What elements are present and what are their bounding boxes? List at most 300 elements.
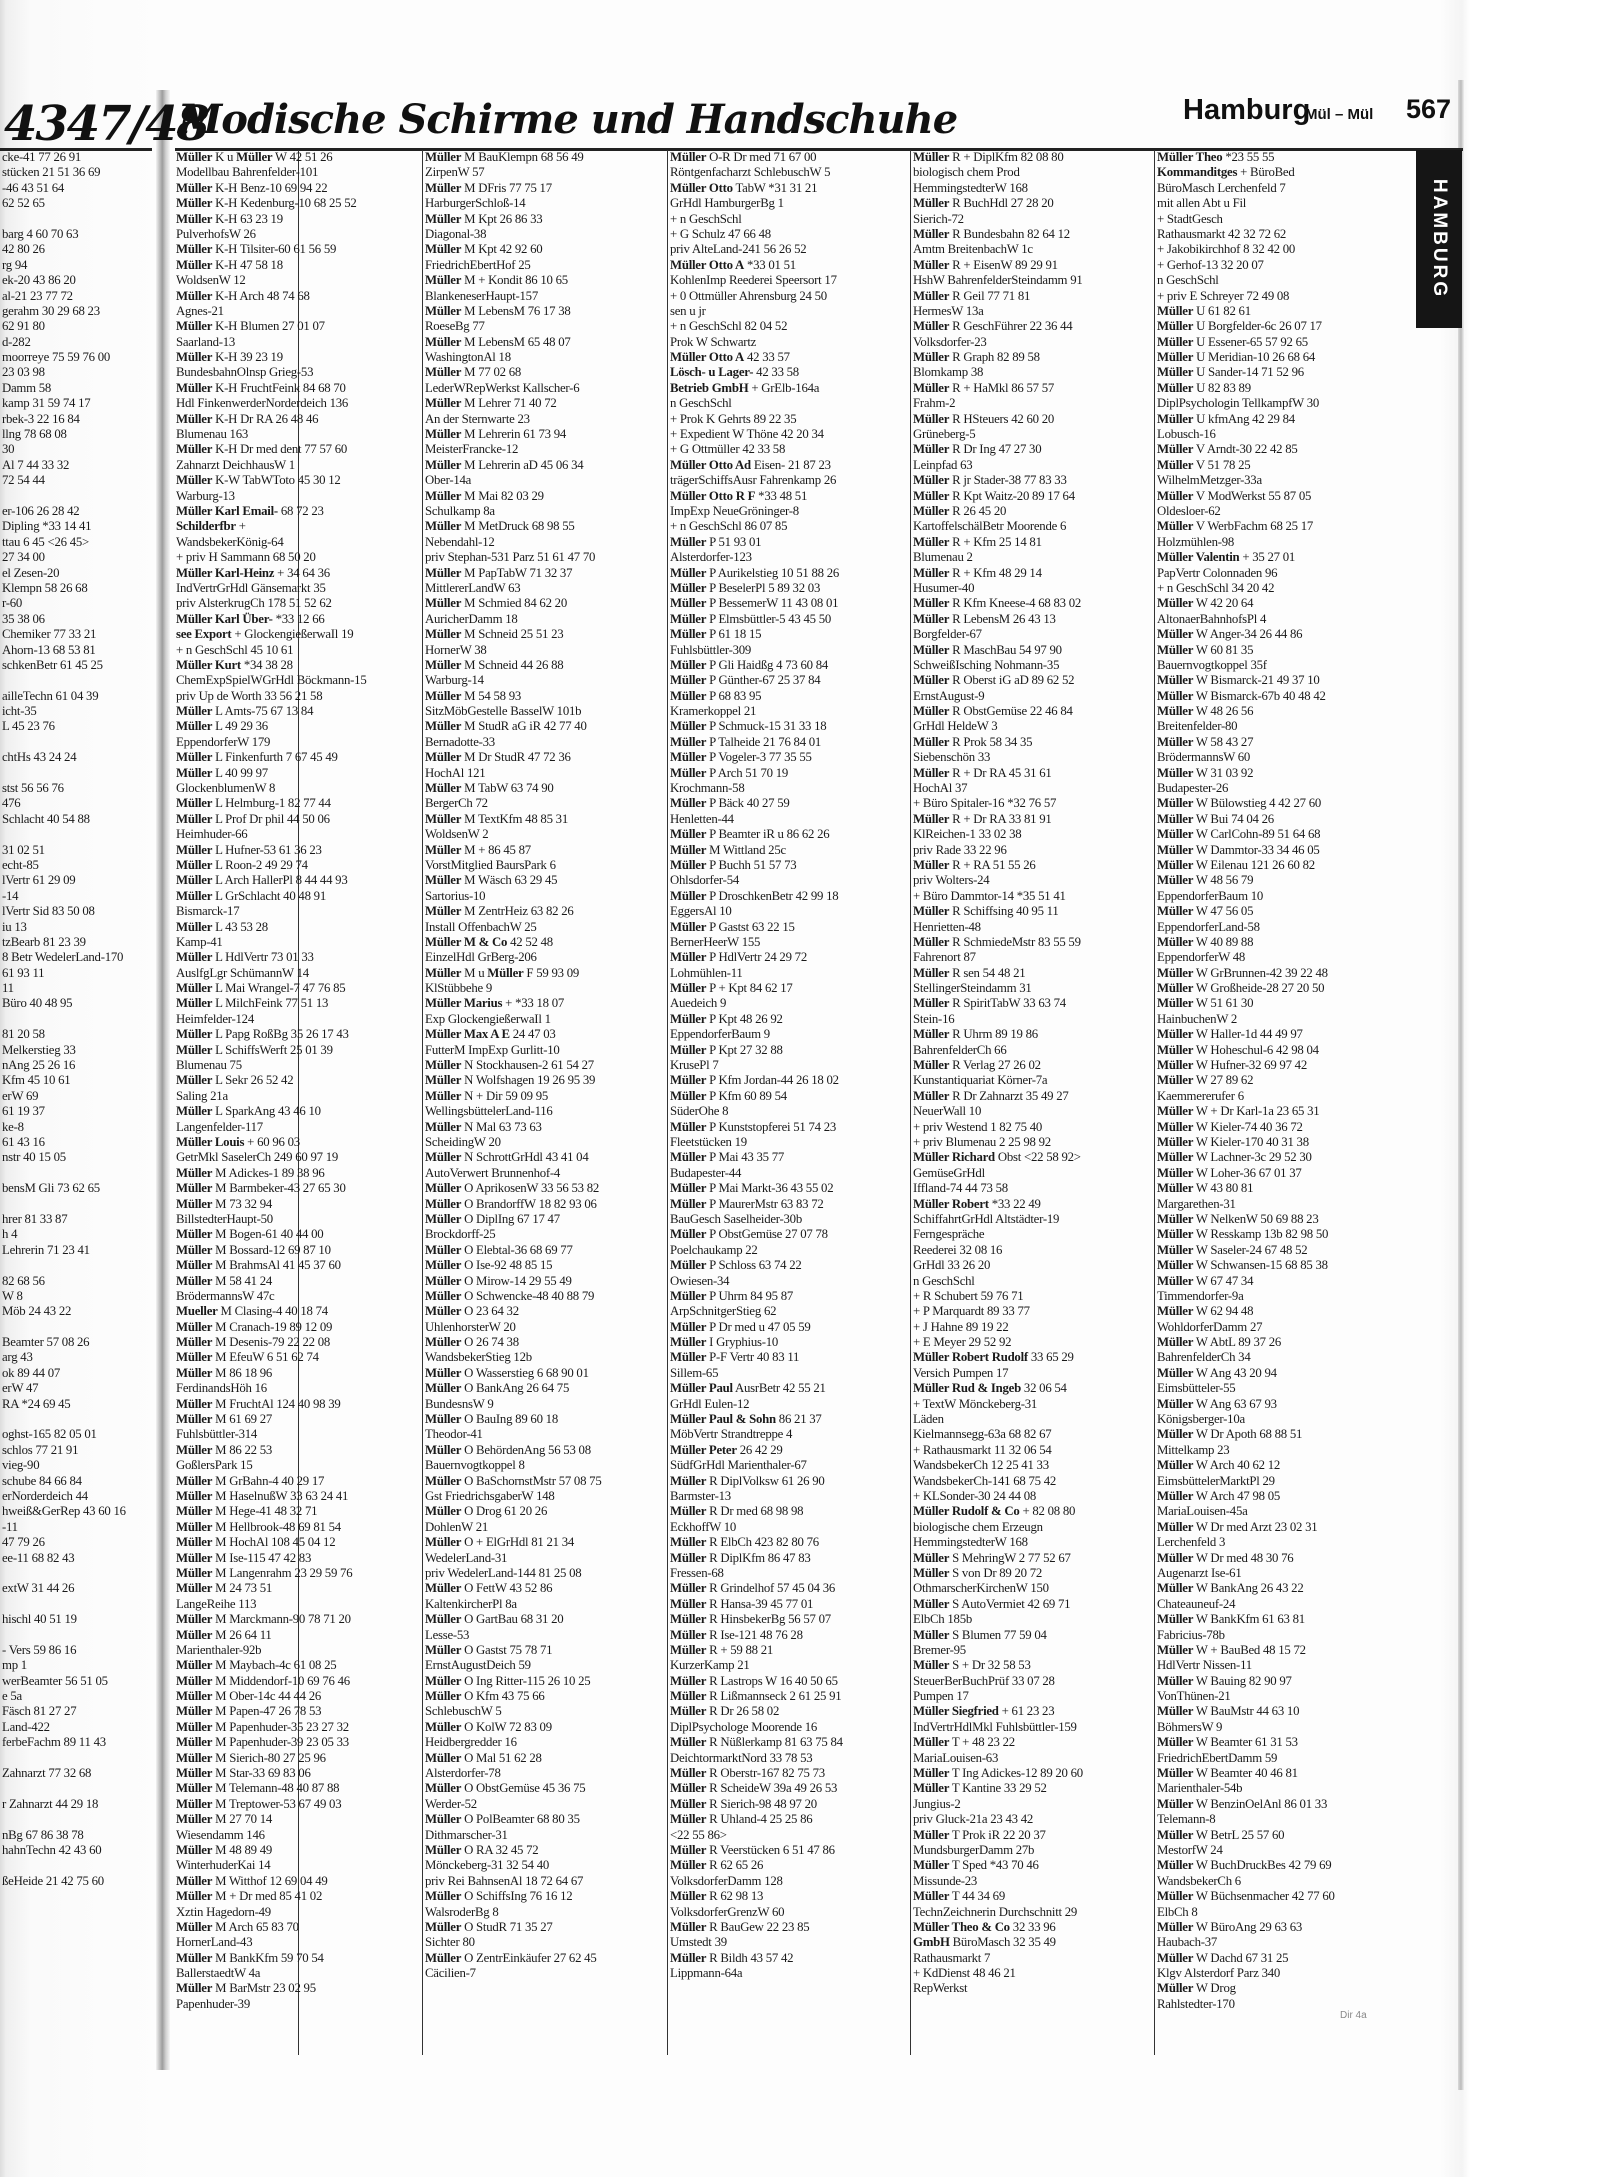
listing-line: Müller M Papenhuder-39 23 05 33 bbox=[176, 1735, 349, 1750]
listing-line: Müller M DFris 77 75 17 bbox=[425, 180, 552, 195]
listing-line: HdlVertr Nissen-11 bbox=[1157, 1658, 1252, 1673]
listing-line: EppendorferBaum 9 bbox=[670, 1027, 770, 1042]
listing-line: BernerHeerW 155 bbox=[670, 934, 761, 949]
listing-line: ImpExp NeueGröninger-8 bbox=[670, 503, 799, 518]
listing-line: Müller R Sierich-98 48 97 20 bbox=[670, 1796, 817, 1811]
listing-line: Müller W Kieler-170 40 31 38 bbox=[1157, 1135, 1309, 1149]
listing-line: + Büro Spitaler-16 *32 76 57 bbox=[913, 796, 1057, 811]
listing-line: Müller W 60 81 35 bbox=[1157, 642, 1254, 657]
listing-line: Müller U kfmAng 42 29 84 bbox=[1157, 411, 1295, 426]
header-city: Hamburg bbox=[1183, 94, 1311, 126]
listing-line: 476 bbox=[2, 796, 21, 811]
listing-line: Müller M Marckmann-90 78 71 20 bbox=[176, 1612, 351, 1627]
listing-line: Beamter 57 08 26 bbox=[2, 1335, 90, 1350]
listing-line: HochAl 121 bbox=[425, 765, 486, 780]
listing-line: OthmarscherKirchenW 150 bbox=[913, 1581, 1049, 1596]
listing-line: Müller P ObstGemüse 27 07 78 bbox=[670, 1227, 828, 1242]
listing-line: barg 4 60 70 63 bbox=[2, 226, 79, 241]
column-rule bbox=[910, 150, 911, 2055]
listing-line: Müller L Prof Dr phil 44 50 06 bbox=[176, 811, 330, 826]
listing-line: Müller T Sped *43 70 46 bbox=[913, 1858, 1039, 1873]
listing-line: 42 80 26 bbox=[2, 242, 45, 257]
listing-line: Müller M Mai 82 03 29 bbox=[425, 488, 544, 503]
listing-line: Sierich-72 bbox=[913, 211, 964, 226]
listing-line: Müller T + 48 23 22 bbox=[913, 1735, 1015, 1750]
listing-line: Müller M 77 02 68 bbox=[425, 365, 521, 380]
listing-line: Müller L MilchFeink 77 51 13 bbox=[176, 996, 329, 1011]
listing-line: AuslfgLgr SchümannW 14 bbox=[176, 965, 309, 980]
listing-line: Möb 24 43 22 bbox=[2, 1304, 72, 1319]
listing-line: Schlacht 40 54 88 bbox=[2, 811, 90, 826]
listing-line: KrusePl 7 bbox=[670, 1058, 719, 1073]
listing-line: Müller K-W TabWToto 45 30 12 bbox=[176, 473, 341, 488]
listing-line: Müller M Bogen-61 40 44 00 bbox=[176, 1227, 324, 1242]
listing-line: Müller W Bülowstieg 4 42 27 60 bbox=[1157, 796, 1322, 811]
page-edge bbox=[1458, 80, 1464, 2090]
listing-line: Müller W Dr Apoth 68 88 51 bbox=[1157, 1427, 1303, 1442]
listing-line: Müller P Kpt 27 32 88 bbox=[670, 1042, 783, 1057]
listing-line: biologisch chem Prod bbox=[913, 165, 1020, 180]
listing-line: Müller T Ing Adickes-12 89 20 60 bbox=[913, 1766, 1083, 1781]
listing-line: Müller W Dr med 48 30 76 bbox=[1157, 1550, 1294, 1565]
listing-line: NeuerWall 10 bbox=[913, 1104, 982, 1119]
listing-line: MöbVertr Strandtreppe 4 bbox=[670, 1427, 793, 1442]
listing-line: ErnstAugustDeich 59 bbox=[425, 1658, 531, 1673]
listing-line: Müller P Vogeler-3 77 35 55 bbox=[670, 750, 812, 765]
listing-line: GmbH BüroMasch 32 35 49 bbox=[913, 1935, 1056, 1950]
listing-line: Rathausmarkt 42 32 72 62 bbox=[1157, 226, 1287, 241]
listing-line: WashingtonAl 18 bbox=[425, 350, 511, 365]
listing-line: Müller Otto A *33 01 51 bbox=[670, 257, 796, 272]
listing-line: Müller O Drog 61 20 26 bbox=[425, 1504, 548, 1519]
listing-line: Müller M BrahmsAl 41 45 37 60 bbox=[176, 1258, 341, 1273]
listing-line: Müller M HaselnußW 33 63 24 41 bbox=[176, 1488, 349, 1503]
listing-line: Müller W 48 56 79 bbox=[1157, 873, 1254, 888]
listing-line: Müller Kurt *34 38 28 bbox=[176, 657, 293, 672]
listing-line: WandsbekerCh 6 bbox=[1157, 1873, 1241, 1888]
listing-line: Müller Louis + 60 96 03 bbox=[176, 1135, 300, 1149]
listing-line: Haubach-37 bbox=[1157, 1935, 1218, 1950]
listing-line: -46 43 51 64 bbox=[2, 180, 65, 195]
listing-line: Müller Robert Rudolf 33 65 29 bbox=[913, 1350, 1074, 1365]
listing-line: Müller R HSteuers 42 60 20 bbox=[913, 411, 1055, 426]
listing-line: Müller M u Müller F 59 93 09 bbox=[425, 965, 580, 980]
listing-line: n GeschSchl bbox=[913, 1273, 975, 1288]
listing-line: Müller S AutoVermiet 42 69 71 bbox=[913, 1596, 1071, 1611]
listing-line: Müller P Mai 43 35 77 bbox=[670, 1150, 785, 1165]
listing-line: Müller M 61 69 27 bbox=[176, 1412, 272, 1427]
listing-line: Müller T 44 34 69 bbox=[913, 1889, 1005, 1904]
listing-line: Lösch- u Lager- 42 33 58 bbox=[670, 365, 799, 380]
listing-line: Mönckeberg-31 32 54 40 bbox=[425, 1858, 549, 1873]
listing-line: Kamp-41 bbox=[176, 934, 223, 949]
listing-line: Sillem-65 bbox=[670, 1365, 719, 1380]
listing-line: GemüseGrHdl bbox=[913, 1165, 985, 1180]
listing-line: Müller M HochAl 108 45 04 12 bbox=[176, 1535, 336, 1550]
listing-line: Betrieb GmbH + GrElb-164a bbox=[670, 380, 820, 395]
listing-line: Müller W Dachd 67 31 25 bbox=[1157, 1950, 1289, 1965]
listing-line: Müller O BankAng 26 64 75 bbox=[425, 1381, 570, 1396]
listing-line: priv Up de Worth 33 56 21 58 bbox=[176, 688, 323, 703]
listing-line: Müller M Wäsch 63 29 45 bbox=[425, 873, 558, 888]
listing-line: Bismarck-17 bbox=[176, 904, 240, 919]
listing-line: IndVertrGrHdl Gänsemarkt 35 bbox=[176, 580, 326, 595]
listing-line: AutoVerwert Brunnenhof-4 bbox=[425, 1165, 561, 1180]
listing-line: Margarethen-31 bbox=[1157, 1196, 1236, 1211]
listing-line: StellingerSteindamm 31 bbox=[913, 981, 1032, 996]
listing-line: Müller L Hufner-53 61 36 23 bbox=[176, 842, 322, 857]
listing-line: Müller P Kpt 48 26 92 bbox=[670, 1011, 783, 1026]
listing-line: Müller M Middendorf-10 69 76 46 bbox=[176, 1673, 350, 1688]
listing-line: Müller U Meridian-10 26 68 64 bbox=[1157, 350, 1316, 365]
listing-line: Läden bbox=[913, 1412, 944, 1427]
listing-line: Müller U 61 82 61 bbox=[1157, 303, 1251, 318]
listing-line: Müller O Kfm 43 75 66 bbox=[425, 1689, 545, 1704]
listing-line: EppendorferLand-58 bbox=[1157, 919, 1260, 934]
listing-line: WandsbekerStieg 12b bbox=[425, 1350, 532, 1365]
listing-line: Müller R + 59 88 21 bbox=[670, 1642, 774, 1657]
page-number: 567 bbox=[1406, 94, 1452, 124]
listing-line: BundesnsW 9 bbox=[425, 1396, 494, 1411]
listing-line bbox=[2, 1812, 150, 1827]
listing-line: Müller W Lachner-3c 29 52 30 bbox=[1157, 1150, 1312, 1165]
directory-column-5 bbox=[1157, 150, 1397, 2055]
listing-line: bensM Gli 73 62 65 bbox=[2, 1181, 100, 1196]
listing-line: WinterhuderKai 14 bbox=[176, 1858, 271, 1873]
listing-line: Müller P Dr med u 47 05 59 bbox=[670, 1319, 811, 1334]
listing-line: al-21 23 77 72 bbox=[2, 288, 73, 303]
listing-line: biologische chem Erzeugn bbox=[913, 1519, 1043, 1534]
listing-line: ke-8 bbox=[2, 1119, 24, 1134]
listing-line: Müller R + Kfm 48 29 14 bbox=[913, 565, 1042, 580]
listing-line: 61 43 16 bbox=[2, 1135, 45, 1149]
listing-line: Müller P Mai Markt-36 43 55 02 bbox=[670, 1181, 834, 1196]
listing-line: Müller Robert *33 22 49 bbox=[913, 1196, 1041, 1211]
listing-line: Budapester-26 bbox=[1157, 781, 1229, 796]
listing-line: 62 52 65 bbox=[2, 196, 45, 211]
listing-line: Müller R Uhrm 89 19 86 bbox=[913, 1027, 1038, 1042]
listing-line: Müller Theo *23 55 55 bbox=[1157, 150, 1275, 164]
listing-line: Müller W 48 26 56 bbox=[1157, 704, 1254, 719]
listing-line: priv AlsterkrugCh 178 51 52 62 bbox=[176, 596, 332, 611]
listing-line: Müller M BauKlempn 68 56 49 bbox=[425, 150, 584, 164]
listing-line: + priv E Schreyer 72 49 08 bbox=[1157, 288, 1290, 303]
listing-line: Marienthaler-92b bbox=[176, 1642, 262, 1657]
listing-line: Müller M 48 89 49 bbox=[176, 1842, 272, 1857]
listing-line: HarburgerSchloß-14 bbox=[425, 196, 526, 211]
listing-line: BergerCh 72 bbox=[425, 796, 488, 811]
listing-line: Müller W BankKfm 61 63 81 bbox=[1157, 1612, 1305, 1627]
listing-line: Müller K-H Dr RA 26 48 46 bbox=[176, 411, 319, 426]
listing-line bbox=[2, 766, 150, 781]
listing-line: ßeHeide 21 42 75 60 bbox=[2, 1873, 104, 1888]
listing-line: Müller P Günther-67 25 37 84 bbox=[670, 673, 821, 688]
listing-line: Müller W Arch 47 98 05 bbox=[1157, 1488, 1281, 1503]
listing-line: BrödermannsW 60 bbox=[1157, 750, 1251, 765]
listing-line: Müller Marius + *33 18 07 bbox=[425, 996, 565, 1011]
listing-line: 30 bbox=[2, 442, 15, 457]
listing-line: Zahnarzt DeichhausW 1 bbox=[176, 457, 295, 472]
listing-line: Missunde-23 bbox=[913, 1873, 978, 1888]
listing-line: Lohmühlen-11 bbox=[670, 965, 743, 980]
listing-line: MariaLouisen-45a bbox=[1157, 1504, 1248, 1519]
listing-line: Müller W Saseler-24 67 48 52 bbox=[1157, 1242, 1308, 1257]
listing-line: Müller Otto A 42 33 57 bbox=[670, 350, 790, 365]
listing-line: Müller W Arch 40 62 12 bbox=[1157, 1458, 1281, 1473]
listing-line: BahrenfelderCh 66 bbox=[913, 1042, 1007, 1057]
listing-line: Müller M 73 32 94 bbox=[176, 1196, 272, 1211]
listing-line: Müller R Uhland-4 25 25 86 bbox=[670, 1812, 813, 1827]
listing-line: EimsbüttelerMarktPl 29 bbox=[1157, 1473, 1275, 1488]
listing-line: Müller P Gli Haidßg 4 73 60 84 bbox=[670, 657, 829, 672]
listing-line: Müller M LebensM 76 17 38 bbox=[425, 303, 571, 318]
listing-line: lVertr Sid 83 50 08 bbox=[2, 904, 95, 919]
listing-line: Müller O Wasserstieg 6 68 90 01 bbox=[425, 1365, 589, 1380]
listing-line: hweiß&GerRep 43 60 16 bbox=[2, 1504, 126, 1519]
column-rule bbox=[667, 150, 668, 2055]
listing-line: KlStübbehe 9 bbox=[425, 981, 493, 996]
listing-line: Müller W BuchDruckBes 42 79 69 bbox=[1157, 1858, 1332, 1873]
listing-line: Müller Max A E 24 47 03 bbox=[425, 1027, 556, 1042]
listing-line: Müller R + Kfm 25 14 81 bbox=[913, 534, 1042, 549]
listing-line: trägerSchiffsAusr Fahrenkamp 26 bbox=[670, 473, 837, 488]
listing-line: Oldesloer-62 bbox=[1157, 503, 1221, 518]
listing-line: erNorderdeich 44 bbox=[2, 1488, 88, 1503]
listing-line: Müller O DiplIng 67 17 47 bbox=[425, 1211, 560, 1226]
listing-line: Müller R + Dr RA 33 81 91 bbox=[913, 811, 1052, 826]
listing-line bbox=[2, 1320, 150, 1335]
listing-line: Müller M Kpt 42 92 60 bbox=[425, 242, 543, 257]
listing-line: Ferngespräche bbox=[913, 1227, 985, 1242]
listing-line: BundesbahnOlnsp Grieg-53 bbox=[176, 365, 314, 380]
listing-line: Müller P Beamter iR u 86 62 26 bbox=[670, 827, 830, 842]
listing-line: Müller M TextKfm 48 85 31 bbox=[425, 811, 568, 826]
listing-line: Theodor-41 bbox=[425, 1427, 483, 1442]
listing-line: Müller O BehördenAng 56 53 08 bbox=[425, 1442, 591, 1457]
listing-line: Müller O KolW 72 83 09 bbox=[425, 1719, 552, 1734]
listing-line: IndVertrHdlMkl Fuhlsbüttler-159 bbox=[913, 1719, 1077, 1734]
listing-line: WandsbekerKönig-64 bbox=[176, 534, 284, 549]
listing-line: + priv Westend 1 82 75 40 bbox=[913, 1119, 1043, 1134]
listing-line: Müller L GrSchlacht 40 48 91 bbox=[176, 888, 326, 903]
listing-line: Werder-52 bbox=[425, 1796, 477, 1811]
listing-line: Müller P Schmuck-15 31 33 18 bbox=[670, 719, 827, 734]
listing-line: VorstMitglied BaursPark 6 bbox=[425, 857, 556, 872]
listing-line: + E Meyer 29 52 92 bbox=[913, 1335, 1012, 1350]
listing-line: AltonaerBahnhofsPl 4 bbox=[1157, 611, 1267, 626]
listing-line: Chateauneuf-24 bbox=[1157, 1596, 1236, 1611]
listing-line: Müller M EfeuW 6 51 62 74 bbox=[176, 1350, 319, 1365]
listing-line: Müller W Eilenau 121 26 60 82 bbox=[1157, 857, 1315, 872]
listing-line: Müller W + Dr Karl-1a 23 65 31 bbox=[1157, 1104, 1320, 1119]
listing-line: h 4 bbox=[2, 1227, 18, 1242]
listing-line: RA *24 69 45 bbox=[2, 1396, 71, 1411]
listing-line: Müller W Loher-36 67 01 37 bbox=[1157, 1165, 1302, 1180]
listing-line: Müller M 24 73 51 bbox=[176, 1581, 272, 1596]
listing-line: Kommanditges + BüroBed bbox=[1157, 165, 1295, 180]
listing-line: FerdinandsHöh 16 bbox=[176, 1381, 267, 1396]
listing-line: Müller O ObstGemüse 45 36 75 bbox=[425, 1781, 586, 1796]
listing-line: Müller W Dammtor-33 34 46 05 bbox=[1157, 842, 1320, 857]
listing-line: KlReichen-1 33 02 38 bbox=[913, 827, 1022, 842]
listing-line: Müller P-F Vertr 40 83 11 bbox=[670, 1350, 800, 1365]
listing-line: Müller R Grindelhof 57 45 04 36 bbox=[670, 1581, 835, 1596]
listing-line: Müller M GrBahn-4 40 29 17 bbox=[176, 1473, 325, 1488]
listing-line: GrHdl Eulen-12 bbox=[670, 1396, 750, 1411]
listing-line: Prok W Schwartz bbox=[670, 334, 757, 349]
listing-line: Damm 58 bbox=[2, 380, 52, 395]
listing-line: Müller L 49 29 36 bbox=[176, 719, 268, 734]
listing-line bbox=[2, 1166, 150, 1181]
listing-line: Auedeich 9 bbox=[670, 996, 727, 1011]
listing-line: Müller T Kantine 33 29 52 bbox=[913, 1781, 1047, 1796]
listing-line: Müller W Bismarck-67b 40 48 42 bbox=[1157, 688, 1326, 703]
listing-line: Müller N + Dir 59 09 95 bbox=[425, 1088, 549, 1103]
listing-line: Müller W BauMstr 44 63 10 bbox=[1157, 1704, 1300, 1719]
listing-line: Kunstantiquariat Körner-7a bbox=[913, 1073, 1048, 1088]
listing-line: Müller O Mal 51 62 28 bbox=[425, 1750, 542, 1765]
listing-line: echt-85 bbox=[2, 857, 39, 872]
listing-line: KohlenImp Reederei Speersort 17 bbox=[670, 273, 837, 288]
listing-line: Siebenschön 33 bbox=[913, 750, 991, 765]
listing-line: Install OffenbachW 25 bbox=[425, 919, 537, 934]
listing-line: Müller W 43 80 81 bbox=[1157, 1181, 1254, 1196]
listing-line: Müller S + Dr 32 58 53 bbox=[913, 1658, 1031, 1673]
city-thumb-tab bbox=[1416, 150, 1462, 328]
listing-line: Müller K-H Kedenburg-10 68 25 52 bbox=[176, 196, 357, 211]
listing-line: Müller P + Kpt 84 62 17 bbox=[670, 981, 793, 996]
listing-line: Langenfelder-117 bbox=[176, 1119, 263, 1134]
listing-line: + P Marquardt 89 33 77 bbox=[913, 1304, 1030, 1319]
listing-line: Müller O Gastst 75 78 71 bbox=[425, 1642, 553, 1657]
listing-line: BauGesch Saselheider-30b bbox=[670, 1211, 802, 1226]
listing-line: Müller W Anger-34 26 44 86 bbox=[1157, 627, 1303, 642]
listing-line: Müller R ElbCh 423 82 80 76 bbox=[670, 1535, 819, 1550]
listing-line: priv Stephan-531 Parz 51 61 47 70 bbox=[425, 550, 596, 565]
listing-line: TechnZeichnerin Durchschnitt 29 bbox=[913, 1904, 1078, 1919]
listing-line: Heimhuder-66 bbox=[176, 827, 248, 842]
listing-line: BrödermannsW 47c bbox=[176, 1288, 275, 1303]
listing-line: Röntgenfacharzt SchlebuschW 5 bbox=[670, 165, 831, 180]
listing-line: Müller Otto Ad Eisen- 21 87 23 bbox=[670, 457, 831, 472]
listing-line: Müller R + HaMkl 86 57 57 bbox=[913, 380, 1055, 395]
listing-line: WalsroderBg 8 bbox=[425, 1904, 499, 1919]
listing-line: Müller K u Müller W 42 51 26 bbox=[176, 150, 333, 164]
listing-line: Augenarzt Ise-61 bbox=[1157, 1565, 1242, 1580]
listing-line: Müller M 26 64 11 bbox=[176, 1627, 272, 1642]
listing-line: el Zesen-20 bbox=[2, 565, 60, 580]
listing-line: Exp GlockengießerwaIl 1 bbox=[425, 1011, 551, 1026]
listing-line: Müller W Bauing 82 90 97 bbox=[1157, 1673, 1292, 1688]
listing-line: ArpSchnitgerStieg 62 bbox=[670, 1304, 777, 1319]
listing-line: LangeReihe 113 bbox=[176, 1596, 257, 1611]
listing-line: Müller L Finkenfurth 7 67 45 49 bbox=[176, 750, 338, 765]
listing-line: Müller W Drog bbox=[1157, 1981, 1236, 1996]
listing-line: Müller Otto R F *33 48 51 bbox=[670, 488, 808, 503]
listing-line: Müller W 51 61 30 bbox=[1157, 996, 1254, 1011]
listing-line: Müller L Sekr 26 52 42 bbox=[176, 1073, 294, 1088]
listing-line: Müller P Kfm Jordan-44 26 18 02 bbox=[670, 1073, 839, 1088]
listing-line: Müller R 62 98 13 bbox=[670, 1889, 764, 1904]
listing-line: HemmingstedterW 168 bbox=[913, 1535, 1028, 1550]
listing-line: Rahlstedter-170 bbox=[1157, 1996, 1235, 2011]
listing-line: Fleetstücken 19 bbox=[670, 1135, 747, 1149]
listing-line: Henrietten-48 bbox=[913, 919, 981, 934]
listing-line: Müller M Ober-14c 44 44 26 bbox=[176, 1689, 322, 1704]
listing-line bbox=[2, 1412, 150, 1427]
listing-line: Müller W 58 43 27 bbox=[1157, 734, 1254, 749]
listing-line: Müller O BauIng 89 60 18 bbox=[425, 1412, 558, 1427]
listing-line: Müller Valentin + 35 27 01 bbox=[1157, 550, 1296, 565]
listing-line: + KdDienst 48 46 21 bbox=[913, 1966, 1016, 1981]
listing-line: + Prok K Gehrts 89 22 35 bbox=[670, 411, 797, 426]
listing-line: BallerstaedtW 4a bbox=[176, 1966, 261, 1981]
listing-line: Papenhuder-39 bbox=[176, 1996, 250, 2011]
listing-line: Umstedt 39 bbox=[670, 1935, 727, 1950]
listing-line: Borgfelder-67 bbox=[913, 627, 982, 642]
listing-line: see Export + GlockengießerwaIl 19 bbox=[176, 627, 354, 642]
listing-line: Dithmarscher-31 bbox=[425, 1827, 508, 1842]
listing-line: Müller U Borgfelder-6c 26 07 17 bbox=[1157, 319, 1322, 334]
listing-line: VolksdorferDamm 128 bbox=[670, 1873, 783, 1888]
listing-line: Zahnarzt 77 32 68 bbox=[2, 1766, 92, 1781]
listing-line: + n GeschSchl 34 20 42 bbox=[1157, 580, 1275, 595]
listing-line: Müller K-H Blumen 27 01 07 bbox=[176, 319, 325, 334]
listing-line: MestorfW 24 bbox=[1157, 1842, 1223, 1857]
listing-line: schkenBetr 61 45 25 bbox=[2, 657, 103, 672]
listing-line: Müller V 51 78 25 bbox=[1157, 457, 1251, 472]
listing-line: Müller Karl Über- *33 12 66 bbox=[176, 611, 325, 626]
listing-line: sen u jr bbox=[670, 303, 706, 318]
listing-line: Müller M Adickes-1 89 38 96 bbox=[176, 1165, 325, 1180]
listing-line: Müller R Kfm Kneese-4 68 83 02 bbox=[913, 596, 1082, 611]
listing-line: HemmingstedterW 168 bbox=[913, 180, 1028, 195]
listing-line: Müller Theo & Co 32 33 96 bbox=[913, 1919, 1056, 1934]
listing-line: lVertr 61 29 09 bbox=[2, 873, 76, 888]
listing-line: EinzelHdl GrBerg-206 bbox=[425, 950, 537, 965]
listing-line: HshW BahrenfelderSteindamm 91 bbox=[913, 273, 1083, 288]
listing-line: Müller M Kpt 26 86 33 bbox=[425, 211, 543, 226]
listing-line bbox=[2, 489, 150, 504]
listing-line: schlos 77 21 91 bbox=[2, 1442, 79, 1457]
listing-line: 72 54 44 bbox=[2, 473, 45, 488]
listing-line: EppendorferW 48 bbox=[1157, 950, 1246, 965]
listing-line: Müller R Ise-121 48 76 28 bbox=[670, 1627, 803, 1642]
listing-line: Müller P Kfm 60 89 54 bbox=[670, 1088, 787, 1103]
listing-line: Fäsch 81 27 27 bbox=[2, 1704, 77, 1719]
listing-line: Müller Otto TabW *31 31 21 bbox=[670, 180, 818, 195]
listing-line: r Zahnarzt 44 29 18 bbox=[2, 1796, 99, 1811]
listing-line: nBg 67 86 38 78 bbox=[2, 1827, 84, 1842]
listing-line: Müller Peter 26 42 29 bbox=[670, 1442, 783, 1457]
listing-line: FriedrichEbertHof 25 bbox=[425, 257, 531, 272]
listing-line: Müller R Oberst iG aD 89 62 52 bbox=[913, 673, 1075, 688]
listing-line: Müller M Sierich-80 27 25 96 bbox=[176, 1750, 326, 1765]
listing-line: priv AlteLand-241 56 26 52 bbox=[670, 242, 807, 257]
listing-line: Müller V WerbFachm 68 25 17 bbox=[1157, 519, 1314, 534]
listing-line: Fahrenort 87 bbox=[913, 950, 976, 965]
listing-line: Müller W GrBrunnen-42 39 22 48 bbox=[1157, 965, 1328, 980]
listing-line: WoldsenW 12 bbox=[176, 273, 246, 288]
listing-line: Bauernvogtkoppel 8 bbox=[425, 1458, 525, 1473]
listing-line: Müller M Schneid 25 51 23 bbox=[425, 627, 564, 642]
listing-line: llng 78 68 08 bbox=[2, 427, 67, 442]
listing-line: Müller U Essener-65 57 92 65 bbox=[1157, 334, 1308, 349]
listing-line: Müller R Bundesbahn 82 64 12 bbox=[913, 226, 1070, 241]
listing-line: ee-11 68 82 43 bbox=[2, 1550, 75, 1565]
listing-line: Müller L SparkAng 43 46 10 bbox=[176, 1104, 321, 1119]
listing-line: 81 20 58 bbox=[2, 1027, 45, 1042]
